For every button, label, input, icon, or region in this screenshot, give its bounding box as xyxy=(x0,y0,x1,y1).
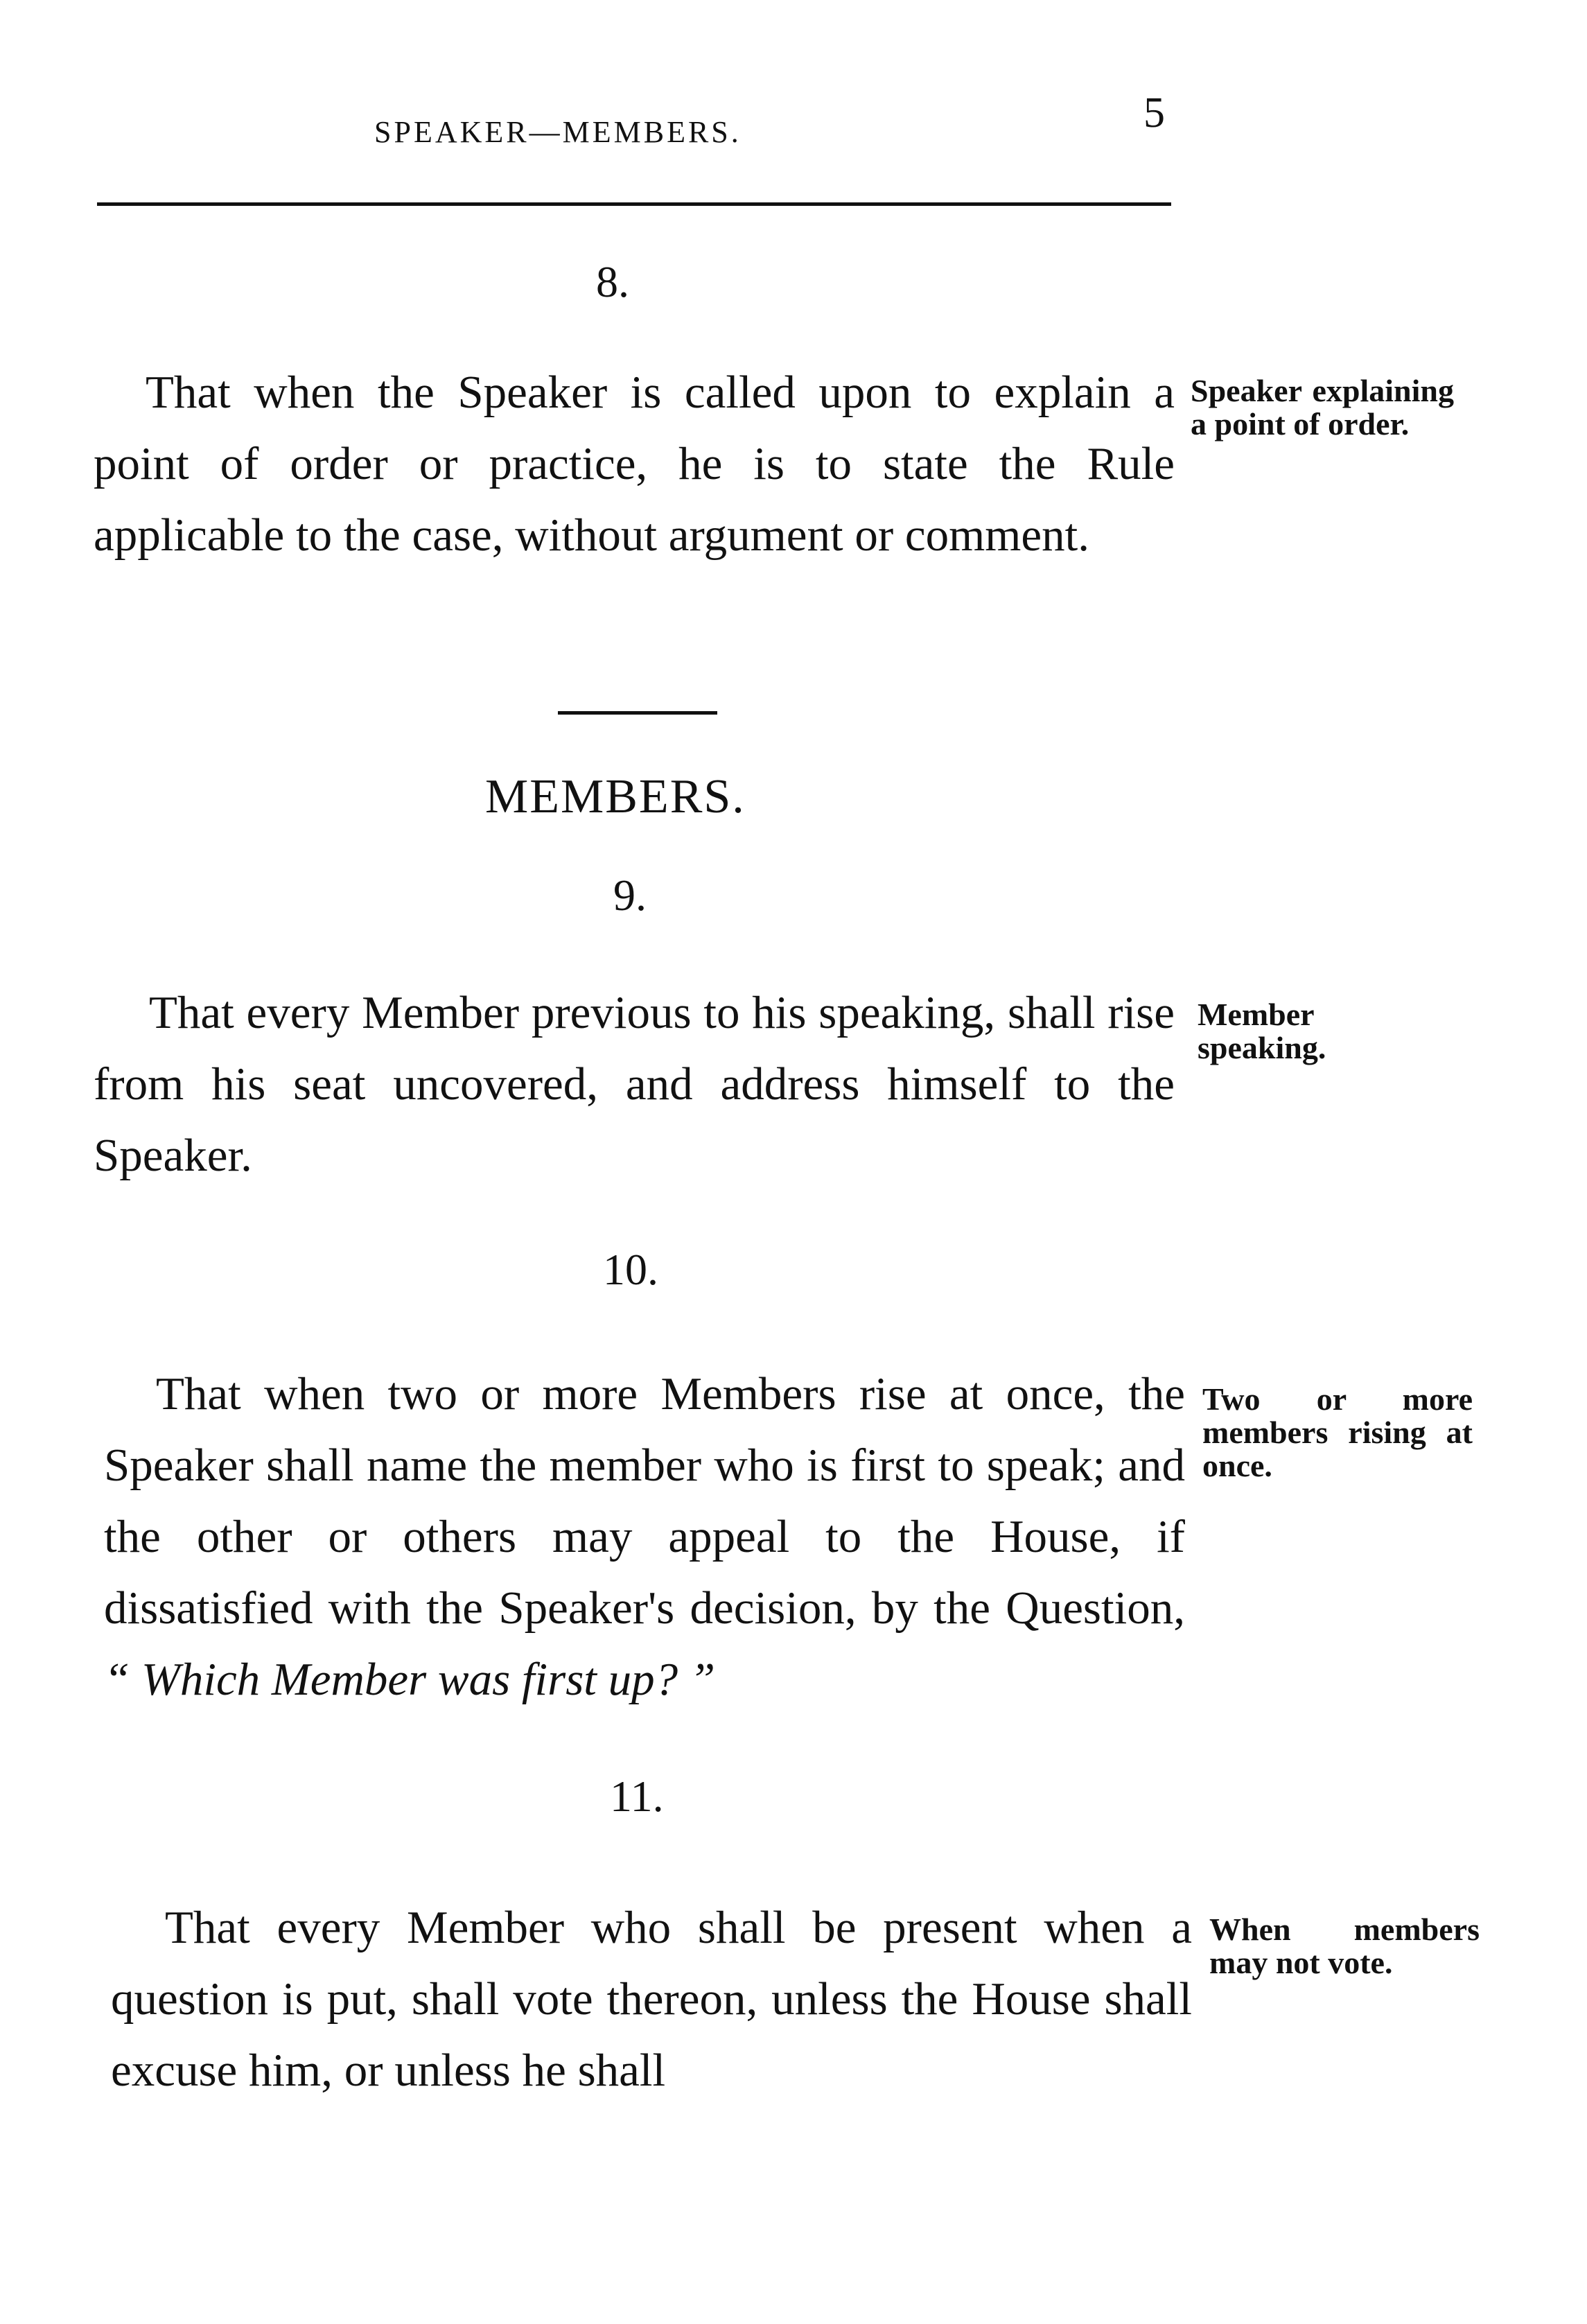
rule-10-quote: “ Which Member was first up? ” xyxy=(104,1654,716,1705)
rule-9-margin-note: Member speaking. xyxy=(1198,997,1326,1065)
section-title-members: MEMBERS. xyxy=(485,770,746,823)
rule-10-margin-note: Two or more members rising at once. xyxy=(1202,1381,1473,1483)
rule-8-margin-note: Speaker explaining a point of order. xyxy=(1191,373,1454,442)
rule-8-number: 8. xyxy=(596,257,629,306)
rule-10-number: 10. xyxy=(603,1245,658,1294)
rule-9-text: That every Member previous to his speaking, shall rise from his seat uncovered, and address himself to the Speaker. xyxy=(94,987,1175,1181)
header-rule-divider xyxy=(97,202,1171,206)
rule-10-body: That when two or more Members rise at once, the Speaker shall name the member who is first to speak; and the other or others may appeal to the House, if dissatisfied with the Speaker's decision, by the Question, xyxy=(104,1368,1185,1634)
rule-8-text: That when the Speaker is called upon to explain a point of order or practice, he is to state the Rule applicable to the case, without argument or comment. xyxy=(94,367,1175,561)
page-number: 5 xyxy=(1143,89,1165,137)
rule-9-number: 9. xyxy=(613,871,647,920)
section-rule-divider xyxy=(558,711,717,715)
rule-11-margin-note: When members may not vote. xyxy=(1209,1912,1480,1980)
running-head-title: SPEAKER—MEMBERS. xyxy=(374,115,742,149)
rule-11-text: That every Member who shall be present when a question is put, shall vote thereon, unless the House shall excuse him, or unless he shall xyxy=(111,1902,1192,2096)
rule-11-number: 11. xyxy=(610,1772,664,1821)
rule-10-text xyxy=(104,1358,1185,1715)
